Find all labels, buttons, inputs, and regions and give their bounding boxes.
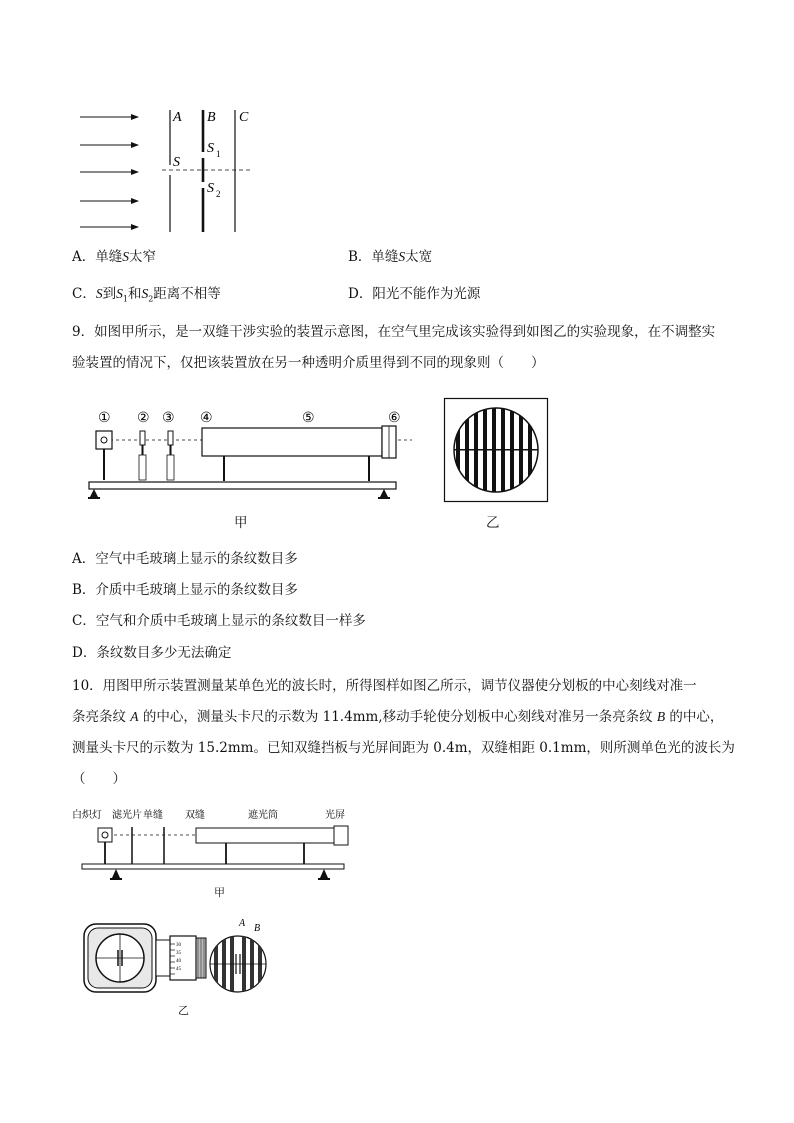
q8-option-A: A．单缝S太窄	[72, 249, 156, 265]
q8-option-C: C．S到$S_1$和$S_2$距离不相等	[72, 286, 221, 304]
label-3: ③	[162, 411, 175, 426]
drum-tick: 40	[176, 959, 181, 964]
label-C: C	[239, 110, 249, 125]
label-single-slit: 单缝	[143, 810, 163, 821]
q9-fringe-pattern-yi	[444, 398, 548, 502]
bench	[82, 864, 344, 869]
label-double-slit: 双缝	[185, 810, 205, 821]
q9-stem: 9．如图甲所示，是一双缝干涉实验的装置示意图，在空气里完成该实验得到如图乙的实验现象，在不调整实验装置的情况下，仅把该装置放在另一种透明介质里得到不同的现象则（ ）	[72, 324, 716, 371]
label-A: A	[239, 918, 246, 929]
q9-apparatus-figure-jia	[84, 405, 414, 505]
q9-option-A: A．空气中毛玻璃上显示的条纹数目多	[72, 551, 298, 567]
label-2: ②	[137, 411, 150, 426]
label-filter: 滤光片	[112, 810, 142, 821]
single-slit	[168, 431, 173, 445]
light-source	[96, 431, 112, 449]
q9-caption-jia: 甲	[234, 515, 248, 531]
q10-line-1: 10．用图甲所示装置测量某单色光的波长时，所得图样如图乙所示，调节仪器使分划板的中心刻线对准一	[72, 678, 697, 694]
light-tube	[202, 428, 382, 456]
q10-line-2: 条亮条纹 A 的中心，测量头卡尺的示数为 11.4mm,移动手轮使分划板中心刻线对准另一条亮条纹 B 的中心，	[72, 709, 724, 725]
label-5: ⑤	[302, 411, 315, 426]
incident-rays	[80, 117, 138, 227]
label-6: ⑥	[388, 411, 401, 426]
label-tube: 遮光筒	[248, 810, 278, 821]
label-lamp: 白炽灯	[72, 810, 102, 821]
measuring-head	[84, 924, 206, 992]
q10-caption-yi: 乙	[178, 1004, 189, 1017]
label-S2: S	[207, 181, 214, 196]
q8-option-D: D．阳光不能作为光源	[348, 286, 481, 302]
filter	[140, 431, 145, 445]
drum-scale	[170, 936, 196, 980]
drum-tick: 35	[176, 951, 181, 956]
q10-measuring-head-figure-yi	[84, 916, 294, 998]
label-4: ④	[200, 411, 213, 426]
q9-caption-yi: 乙	[486, 515, 500, 531]
q10-line-3: 测量头卡尺的示数为 15.2mm。已知双缝挡板与光屏间距为 0.4m，双缝相距 0.1mm，则所测单色光的波长为	[72, 740, 735, 756]
label-B: B	[207, 110, 216, 125]
label-1: ①	[98, 411, 111, 426]
label-S1-sub: 1	[216, 149, 221, 159]
label-S2-sub: 2	[216, 189, 221, 199]
drum-tick: 45	[176, 967, 181, 972]
q10-caption-jia: 甲	[214, 886, 225, 899]
label-B: B	[254, 923, 261, 934]
label-A: A	[173, 110, 182, 125]
circled-number-labels	[98, 411, 401, 426]
q10-line-4: （ ）	[72, 771, 126, 787]
q8-option-B: B．单缝S太宽	[348, 249, 433, 265]
tube	[196, 828, 346, 843]
label-S1: S	[207, 141, 214, 156]
lamp-housing	[98, 828, 112, 842]
drum-tick: 30	[176, 943, 181, 948]
slit-diagram	[70, 100, 260, 235]
label-screen: 光屏	[325, 810, 345, 821]
q9-option-B: B．介质中毛玻璃上显示的条纹数目多	[72, 582, 298, 598]
q9-option-D: D．条纹数目多少无法确定	[72, 645, 232, 661]
label-S: S	[173, 155, 180, 170]
optical-bench	[89, 482, 396, 489]
q9-option-C: C．空气和介质中毛玻璃上显示的条纹数目一样多	[72, 613, 366, 629]
